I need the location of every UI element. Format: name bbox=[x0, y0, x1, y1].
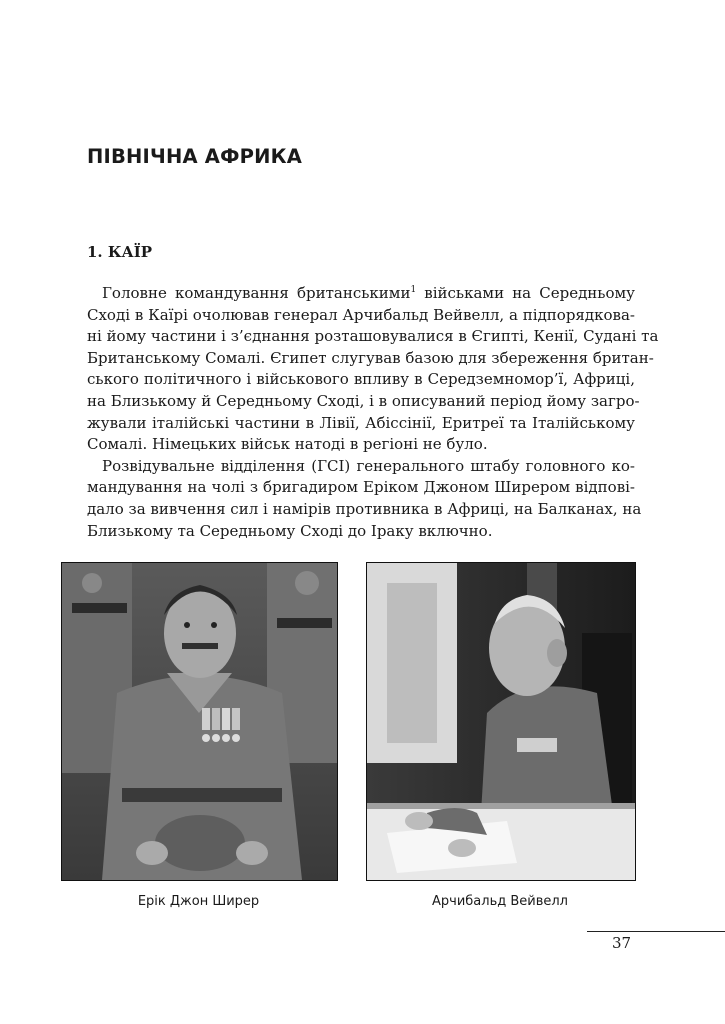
chapter-title: ПІВНІЧНА АФРИКА bbox=[87, 145, 303, 168]
paragraph-1-line: ні йому частини і з’єднання розташовувалися в Єгипті, Кенії, Судані та bbox=[87, 327, 659, 346]
paragraph-1-line-1-tail: військами на Середньому bbox=[416, 284, 635, 302]
paragraph-1-line-1-head: Головне командування британськими bbox=[102, 284, 411, 302]
paragraph-1-line: жували італійські частини в Лівії, Абіссінії, Еритреї та Італійському bbox=[87, 413, 635, 432]
paragraph-1 bbox=[87, 283, 659, 456]
photo-shearer bbox=[61, 562, 338, 881]
photo-shearer-image bbox=[62, 563, 337, 880]
paragraph-1-line: Британському Сомалі. Єгипет слугував базою для збереження британ- bbox=[87, 348, 654, 367]
photo-wavell bbox=[366, 562, 636, 881]
paragraph-2-line: мандування на чолі з бригадиром Еріком Джоном Ширером відпові- bbox=[87, 478, 635, 497]
paragraph-1-line: Сомалі. Німецьких військ натоді в регіоні не було. bbox=[87, 435, 488, 454]
paragraph-2-line: Близькому та Середньому Сході до Іраку включно. bbox=[87, 521, 493, 540]
photo-wavell-image bbox=[367, 563, 635, 880]
section-title: 1. КАЇР bbox=[87, 243, 153, 261]
paragraph-2-line-1-text: Розвідувальне відділення (ГСІ) генерального штабу головного ко- bbox=[102, 456, 635, 475]
paragraph-1-line: на Близькому й Середньому Сході, і в описуваний період йому загро- bbox=[87, 391, 640, 410]
paragraph-1-line: Сході в Каїрі очолював генерал Арчибальд Вейвелл, а підпорядкова- bbox=[87, 305, 635, 324]
paragraph-2-line: дало за вивчення сил і намірів противника в Африці, на Балканах, на bbox=[87, 499, 642, 518]
body-text bbox=[87, 283, 659, 542]
caption-shearer: Ерік Джон Ширер bbox=[137, 894, 260, 909]
paragraph-2-line bbox=[87, 456, 635, 478]
paragraph-2 bbox=[87, 456, 642, 542]
footer-rule bbox=[587, 931, 725, 932]
footnote-ref[interactable]: 1 bbox=[410, 285, 417, 295]
caption-wavell: Арчибальд Вейвелл bbox=[432, 894, 568, 909]
paragraph-1-line: ського політичного і військового впливу в Середземномор’ї, Африці, bbox=[87, 370, 635, 389]
page-number: 37 bbox=[612, 934, 632, 952]
paragraph-1-line bbox=[87, 283, 635, 305]
